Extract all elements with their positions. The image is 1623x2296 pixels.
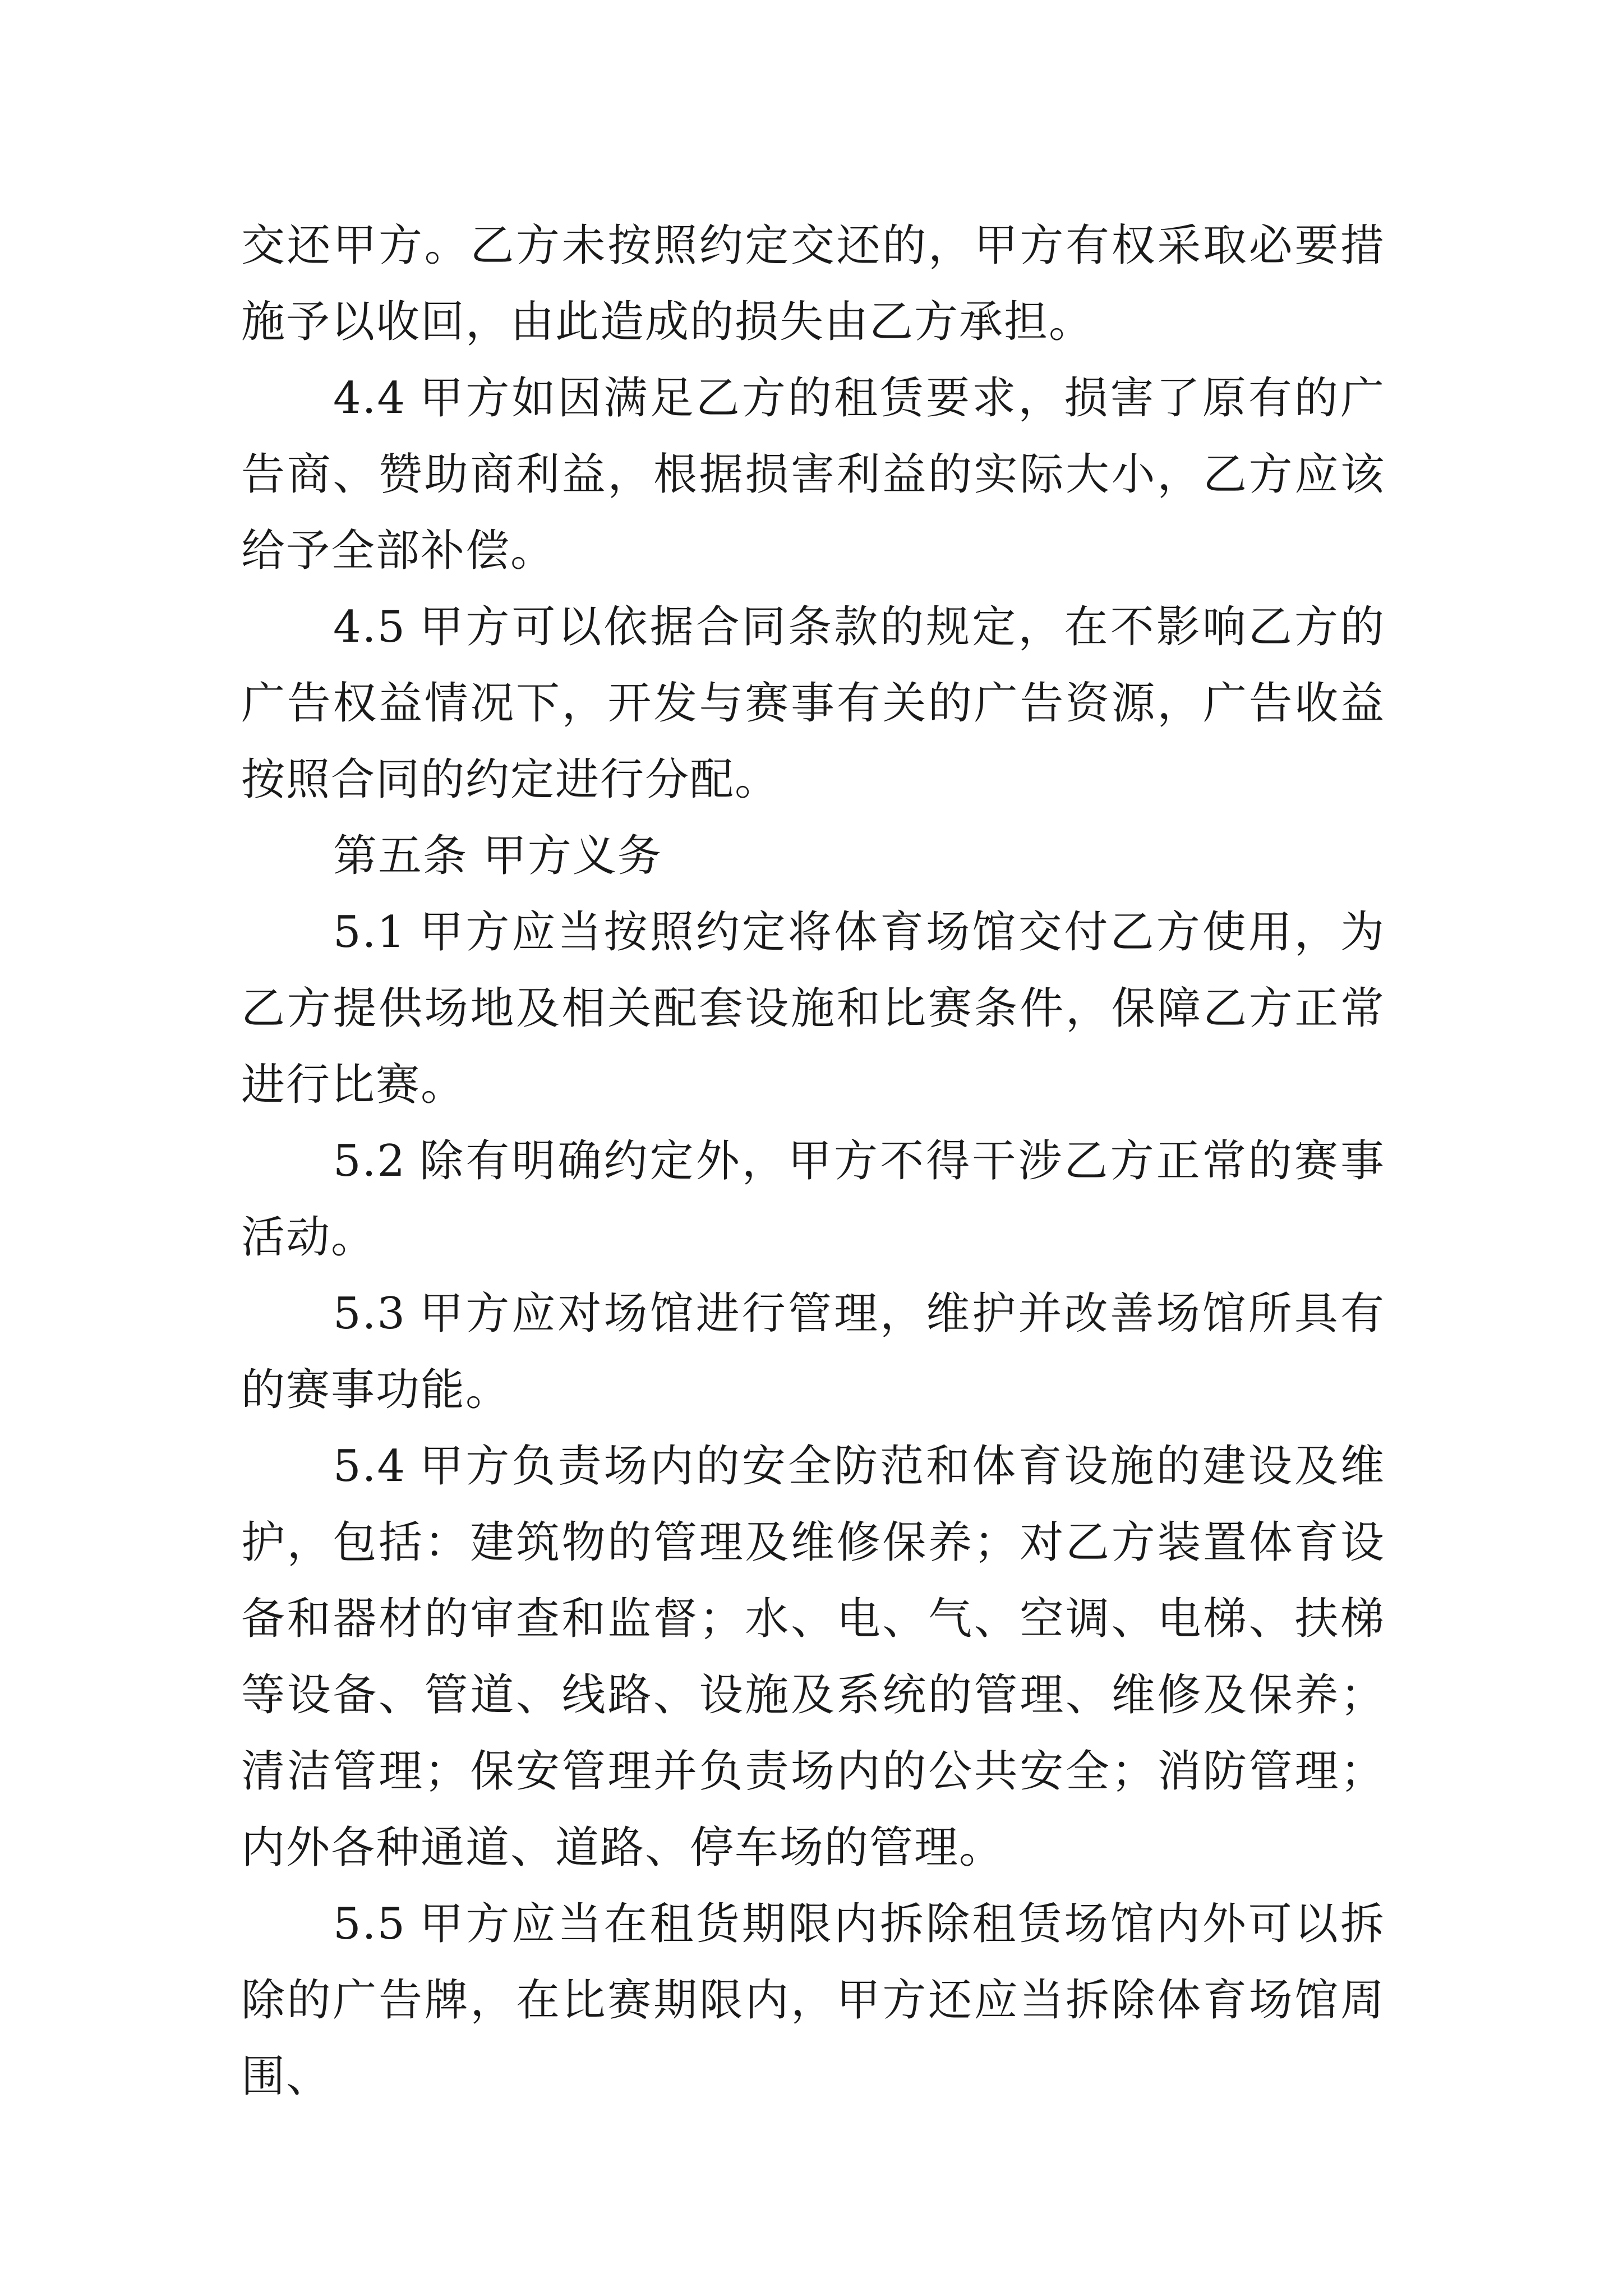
clause-number: 4.5: [333, 602, 407, 652]
clause-number: 5.2: [333, 1136, 407, 1186]
clause-5-5: [241, 1886, 1385, 2115]
clause-text: 甲方应当在租货期限内拆除租赁场馆内外可以拆除的广告牌，在比赛期限内，甲方还应当拆除体育场馆周围、: [241, 1899, 1385, 2102]
clause-4-5: [241, 589, 1385, 818]
clause-5-2: [241, 1123, 1385, 1276]
heading-text: 第五条 甲方义务: [333, 831, 662, 881]
clause-5-3: [241, 1276, 1385, 1428]
document-body: [241, 208, 1385, 2115]
paragraph-continuation: [241, 208, 1385, 360]
clause-text: 甲方如因满足乙方的租赁要求，损害了原有的广告商、赞助商利益，根据损害利益的实际大小，乙方应该给予全部补偿。: [241, 373, 1385, 576]
article-heading: [241, 818, 1385, 894]
clause-text: 除有明确约定外，甲方不得干涉乙方正常的赛事活动。: [241, 1136, 1385, 1263]
clause-5-1: [241, 894, 1385, 1123]
clause-text: 甲方可以依据合同条款的规定，在不影响乙方的广告权益情况下，开发与赛事有关的广告资源，广告收益按照合同的约定进行分配。: [241, 602, 1385, 805]
clause-text: 甲方应对场馆进行管理，维护并改善场馆所具有的赛事功能。: [241, 1289, 1385, 1415]
clause-number: 5.5: [333, 1899, 407, 1949]
clause-4-4: [241, 360, 1385, 589]
clause-number: 5.3: [333, 1289, 407, 1339]
paragraph-text: 交还甲方。乙方未按照约定交还的，甲方有权采取必要措施予以收回，由此造成的损失由乙方承担。: [241, 220, 1385, 347]
clause-number: 5.1: [333, 907, 407, 958]
clause-text: 甲方负责场内的安全防范和体育设施的建设及维护，包括：建筑物的管理及维修保养；对乙方装置体育设备和器材的审查和监督；水、电、气、空调、电梯、扶梯等设备、管道、线路、设施及系统的管理、维修及保养；清洁管理；保安管理并负责场内的公共安全；消防管理；内外各种通道、道路、停车场的管理。: [241, 1441, 1385, 1873]
clause-5-4: [241, 1428, 1385, 1886]
clause-number: 4.4: [333, 373, 407, 424]
clause-number: 5.4: [333, 1441, 407, 1492]
clause-text: 甲方应当按照约定将体育场馆交付乙方使用，为乙方提供场地及相关配套设施和比赛条件，保障乙方正常进行比赛。: [241, 907, 1385, 1110]
